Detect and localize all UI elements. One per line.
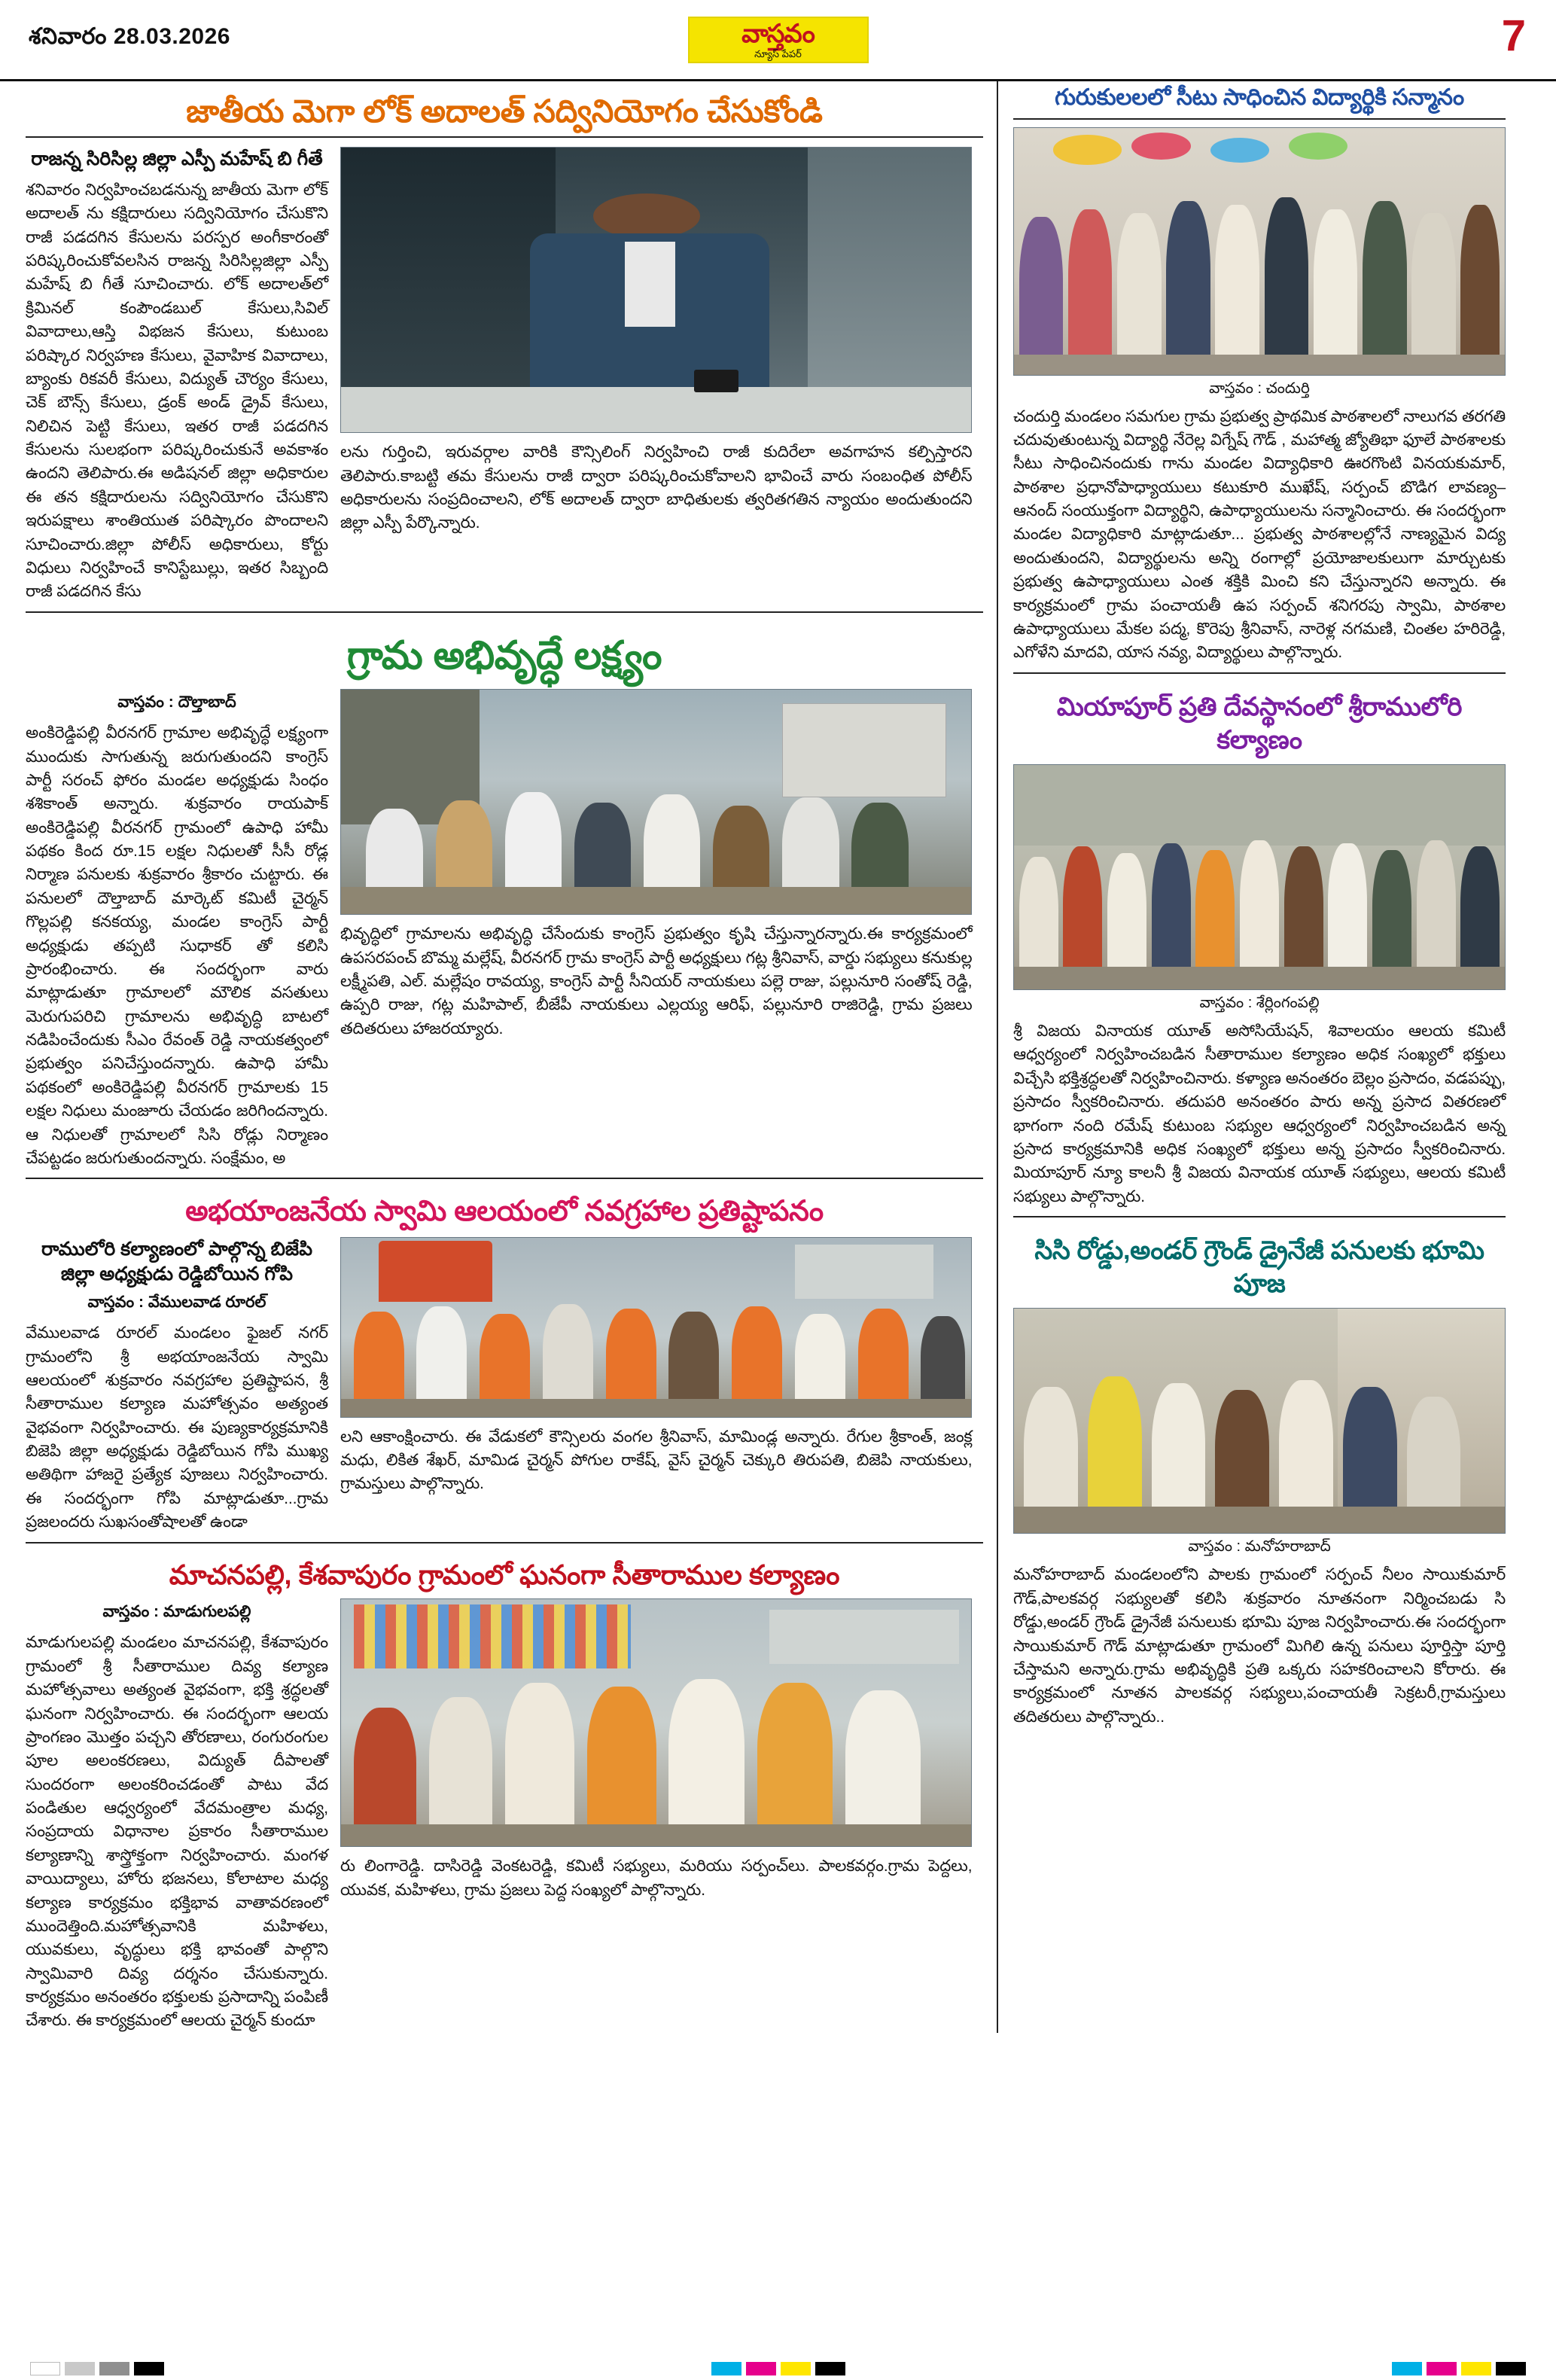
swatch-light-gray: [65, 2362, 95, 2375]
swatch-mid-gray: [99, 2362, 129, 2375]
article-body-2: లని ఆకాంక్షించారు. ఈ వేడుకలో కౌన్సిలరు వంగల శ్రీనివాస్, మామిండ్ల అన్నారు. రేగుల శ్రీకాంత్, జంక్ల మధు, లికిత శేఖర్, మామిడ చైర్మన్ పోగుల రాకేష్, వైస్ చైర్మన్ చెక్కురి తిరుపతి, బిజెపి నాయకులు, గ్రామస్తులు పాల్గొన్నారు.: [340, 1427, 973, 1493]
cmyk-swatches: [711, 2362, 845, 2375]
article-subhead: రాములోరి కల్యాణంలో పాల్గొన్న బిజేపి జిల్లా అధ్యక్షుడు రెడ్డిబోయిన గోపి: [41, 1238, 312, 1285]
page-body: [0, 81, 1556, 2033]
article-headline: గ్రామ అభివృద్ధే లక్ష్యం: [346, 633, 662, 678]
article-headline: సిసి రోడ్డు,అండర్ గ్రౌండ్ డ్రైనేజీ పనులకు భూమి పూజ: [1034, 1236, 1484, 1299]
article-machanpally: [26, 1551, 983, 2033]
article-credit: వాస్తవం : మాడుగులపల్లి: [102, 1603, 251, 1621]
swatch-magenta-right: [1427, 2362, 1457, 2375]
article-body: శ్రీ విజయ వినాయక యూత్ అసోసియేషన్, శివాలయం ఆలయ కమిటీ ఆధ్వర్యంలో నిర్వహించబడిన సీతారాముల కల్యాణం అధిక సంఖ్యలో భక్తులు విచ్చేసి భక్తిశ్రద్ధలతో నిర్వహించినారు. కళ్యాణ అనంతరం బెల్లం ప్రసాదం, వడపప్పు, ప్రసాదం స్వీకరించినారు. తదుపరి అనంతరం పారు అన్న ప్రసాద వితరణలో భాగంగా నంది రమేష్ కుటుంబ సభ్యుల ఆధ్వర్యంలో నిర్వహించబడిన అన్న ప్రసాద కార్యక్రమానికి అధిక సంఖ్యలో భక్తులు అన్న ప్రసాదం స్వీకరించినారు. మియాపూర్ న్యూ కాలనీ శ్రీ విజయ వినాయక యూత్ సభ్యులు, ఆలయ కమిటీ సభ్యులు పాల్గొన్నారు.: [1013, 1022, 1506, 1205]
article-body-1: అంకిరెడ్డిపల్లి వీరనగర్ గ్రామాల అభివృద్ధే లక్ష్యంగా ముందుకు సాగుతున్న జరుగుతుందని కాంగ్రెస్ పార్టీ సరంచ్ ఫోరం మండల అధ్యక్షుడు సింధం శశికాంత్ అన్నారు. శుక్రవారం రాయపాక్ అంకిరెడ్డిపల్లి వీరనగర్ గ్రామంలో ఉపాధి హామీ పథకం కింద రూ.15 లక్షల నిధులతో సీసీ రోడ్ల నిర్మాణ పనులకు శుక్రవారం శ్రీకారం చుట్టారు. ఈ పనులలో దౌల్తాబాద్ మార్కెట్ కమిటీ చైర్మన్ గొల్లపల్లి కనకయ్య, మండల కాంగ్రెస్ పార్టీ అధ్యక్షుడు తప్పటి సుధాకర్ తో కలిసి ప్రారంభించారు. ఈ సందర్భంగా వారు మాట్లాడుతూ గ్రామాలలో మౌలిక వసతులు మెరుగుపరిచి గ్రామాలను అభివృద్ధి బాటలో నడిపించేందుకు సీఎం రేవంత్ రెడ్డి నాయకత్వంలో ప్రభుత్వం పనిచేస్తుందన్నారు. ఉపాధి హామీ పథకంలో అంకిరెడ్డిపల్లి వీరనగర్ గ్రామాలకు 15 లక్షల నిధులు మంజూరు చేయడం జరిగిందన్నారు. ఆ నిధులతో గ్రామాలలో సిసి రోడ్లు నిర్మాణం చేపట్టడం జరుగుతుందన్నారు. సంక్షేమం, అ: [26, 724, 328, 1167]
article-gurukul: [1013, 81, 1506, 665]
article-photo-gurukul: [1013, 127, 1506, 376]
article-grama-abhivruddhi: [26, 620, 983, 1171]
article-body: చందుర్తి మండలం సమగుల గ్రామ ప్రభుత్వ ప్రాథమిక పాఠశాలలో నాలుగవ తరగతి చదువుతుంటున్న విద్యార్థి నేరెల్ల విగ్నేష్ గౌడ్ , మహాత్మ జ్యోతిభా ఫూలే పాఠశాలకు సీటు సాధించినందుకు గాను మండల విద్యాధికారి ఊరగొంటి వినయకుమార్, పాఠశాల ప్రధానోపాధ్యాయులు కటుకూరి ముఖేష్, సర్పంచ్ బొడిగ లావణ్య– ఆనంద్ సంయుక్తంగా విద్యార్థిని, ఉపాధ్యాయులను సన్మానించారు. ఈ సందర్భంగా మండల విద్యాధికారి మాట్లాడుతూ... ప్రభుత్వ పాఠశాలల్లోనే నాణ్యమైన విద్య అందుతుందని, విద్యార్థులను అన్ని రంగాల్లో ప్రయోజాలకులుగా మార్చుటకు ప్రభుత్వ ఉపాధ్యాయులు ఎంత శక్తికి మించి కని చేస్తున్నారని అన్నారు. ఈ కార్యక్రమంలో గ్రామ పంచాయతీ ఉప సర్పంచ్ శనిగరపు స్వామి, పాఠశాల ఉపాధ్యాయులు మేకల పద్మ, కొరెపు శ్రీనివాస్, నారెళ్ల నగమణి, చింతల హరిరెడ్డి, ఎగోళేని మాదవి, యాస నవ్య, విద్యార్థులు పాల్గొన్నారు.: [1013, 407, 1506, 662]
swatch-yellow-right: [1461, 2362, 1491, 2375]
swatch-cyan: [711, 2362, 741, 2375]
article-body-2: రు లింగారెడ్డి. దాసిరెడ్డి వెంకటరెడ్డి, కమిటీ సభ్యులు, మరియు సర్పంచ్‌లు. పాలకవర్గం.గ్రామ పెద్దలు, యువక, మహిళలు, గ్రామ ప్రజలు పెద్ద సంఖ్యలో పాల్గొన్నారు.: [340, 1857, 973, 1899]
article-body-2: భివృద్ధిలో గ్రామాలను అభివృద్ధి చేసేందుకు కాంగ్రెస్ ప్రభుత్వం కృషి చేస్తున్నారన్నారు.ఈ కార్యక్రమంలో ఉపసరపంచ్ బొమ్మ మల్లేష్, వీరనగర్ గ్రామ కాంగ్రెస్ పార్టీ అధ్యక్షులు గట్ల శ్రీనివాస్, వార్డు సభ్యులు కనుకుల్ల లక్ష్మీపతి, ఎల్. మల్లేషం రావయ్య, కాంగ్రెస్ పార్టీ సీనియర్ నాయకులు పల్లె రాజు, పల్లునూరి సంతోష్ రెడ్డి, ఉప్పరి రాజు, గట్ల మహిపాల్, బీజేపీ నాయకులు ఎల్లయ్య ఆరిఫ్, పల్లునూరి రాజిరెడ్డి, గ్రామ ప్రజలు తదితరులు హాజరయ్యారు.: [340, 925, 973, 1038]
swatch-white: [30, 2362, 60, 2375]
article-subhead: రాజన్న సిరిసిల్ల జిల్లా ఎస్పీ మహేష్ బి గీతే: [31, 148, 323, 170]
swatch-cyan-right: [1392, 2362, 1422, 2375]
swatch-key-black: [815, 2362, 845, 2375]
article-body-1: వేములవాడ రూరల్ మండలం ఫైజల్ నగర్ గ్రామంలోని శ్రీ అభయాంజనేయ స్వామి ఆలయంలో శుక్రవారం నవగ్రహాల ప్రతిష్టాపన, శ్రీ సీతారాముల కల్యాణ మహోత్సవం అత్యంత వైభవంగా నిర్వహించారు. ఈ పుణ్యకార్యక్రమానికి బిజెపి జిల్లా అధ్యక్షుడు రెడ్డిబోయిన గోపి ముఖ్య అతిథిగా హాజరై ప్రత్యేక పూజలు నిర్వహించారు. ఈ సందర్భంగా గోపి మాట్లాడుతూ...గ్రామ ప్రజలందరు సుఖసంతోషాలతో ఉండా: [26, 1324, 328, 1531]
print-color-bar: [0, 2357, 1556, 2380]
logo-subtitle: న్యూస్ పేపర్: [754, 48, 802, 59]
swatch-magenta: [746, 2362, 776, 2375]
photo-caption: వాస్తవం : శేర్లింగంపల్లి: [1199, 995, 1320, 1012]
swatch-yellow: [781, 2362, 811, 2375]
newspaper-logo: [688, 17, 869, 63]
article-headline: అభయాంజనేయ స్వామి ఆలయంలో నవగ్రహాల ప్రతిష్టాపనం: [185, 1196, 824, 1228]
article-navagraha: [26, 1187, 983, 1534]
article-headline: మాచనపల్లి, కేశవాపురం గ్రామంలో ఘనంగా సీతారాముల కల్యాణం: [169, 1559, 840, 1590]
cmyk-swatches-right: [1392, 2362, 1526, 2375]
article-headline: గురుకులలలో సీటు సాధించిన విద్యార్థికి సన్మానం: [1013, 81, 1506, 120]
photo-caption: వాస్తవం : మనోహరాబాద్: [1188, 1538, 1331, 1556]
logo-title: వాస్తవం: [741, 20, 815, 48]
article-photo-navagraha: [340, 1237, 973, 1418]
masthead: [0, 0, 1556, 81]
grayscale-swatches: [30, 2362, 164, 2375]
swatch-black: [134, 2362, 164, 2375]
article-headline: జాతీయ మెగా లోక్ అదాలత్ సద్వినియోగం చేసుకోండి: [26, 81, 983, 138]
article-credit: వాస్తవం : దౌల్తాబాద్: [117, 693, 236, 712]
article-photo-cc-road: [1013, 1308, 1506, 1534]
article-lok-adalat: [26, 81, 983, 604]
article-body-1: మాడుగులపల్లి మండలం మాచనపల్లి, కేశవాపురం గ్రామంలో శ్రీ సీతారాముల దివ్య కల్యాణ మహోత్సవాలు అత్యంత వైభవంగా, భక్తి శ్రద్ధలతో ఘనంగా నిర్వహించారు. ఈ సందర్భంగా ఆలయ ప్రాంగణం మొత్తం పచ్చని తోరణాలు, రంగురంగుల పూల అలంకరణలు, విద్యుత్ దీపాలతో సుందరంగా అలంకరించడంతో పాటు వేద పండితుల ఆధ్వర్యంలో వేదమంత్రాల మధ్య, సంప్రదాయ విధానాల ప్రకారం సీతారాముల కల్యాణాన్ని శాస్త్రోక్తంగా నిర్వహించారు. మంగళ వాయిద్యాలు, హోరు భజనలు, కోలాటాల మధ్య కల్యాణ కార్యక్రమం భక్తిభావ వాతావరణంలో ముందెత్తింది.మహోత్సవానికి మహిళలు, యువకులు, వృద్ధులు భక్తి భావంతో పాల్గొని స్వామివారి దివ్య దర్శనం చేసుకున్నారు. కార్యక్రమం అనంతరం భక్తులకు ప్రసాదాన్ని పంపిణీ చేశారు. ఈ కార్యక్రమంలో ఆలయ చైర్మన్ కుందూ: [26, 1633, 328, 2030]
article-credit: వాస్తవం : వేములవాడ రూరల్: [87, 1294, 266, 1312]
photo-caption: వాస్తవం : చందుర్తి: [1209, 379, 1310, 397]
article-text-column: [26, 147, 328, 604]
article-body-2: లను గుర్తించి, ఇరువర్గాల వారికి కౌన్సిలింగ్ నిర్వహించి రాజీ కుదిరేలా అవగాహన కల్పిస్తారని తెలిపారు.కాబట్టి తమ కేసులను రాజీ ద్వారా పరిష్కరించుకోవాలని భావించే వారు సంబంధిత పోలీస్ అధికారులను సంప్రదించాలని, లోక్ అదాలత్ ద్వారా బాధితులకు త్వరితగతిన న్యాయం అందుతుందని జిల్లా ఎస్పీ పేర్కొన్నారు.: [340, 443, 973, 532]
article-photo-machanpally: [340, 1598, 973, 1847]
page-number: 7: [1501, 11, 1526, 60]
swatch-key-black-right: [1496, 2362, 1526, 2375]
article-photo-miyapur: [1013, 764, 1506, 990]
article-cc-road: [1013, 1225, 1506, 1729]
article-photo-lok-adalat: [340, 147, 973, 433]
article-photo-grama: [340, 689, 973, 915]
article-body-1: శనివారం నిర్వహించబడనున్న జాతీయ మెగా లోక్ అదాలత్ ను కక్షిదారులు సద్వినియోగం చేసుకొని రాజీ పడదగిన కేసులను పరస్పర అంగీకారంతో పరిష్కరించుకోవలసిన రాజన్న సిరిసిల్లజిల్లా ఎస్పీ మహేష్ బి గీతే సూచించారు. లోక్ అదాలత్‌లో క్రిమినల్ కంపౌండబుల్ కేసులు,సివిల్ వివాదాలు,ఆస్తి విభజన కేసులు, కుటుంబ పరిష్కార నిర్వహణ కేసులు, వైవాహిక వివాదాలు, బ్యాంకు రికవరీ కేసులు, విద్యుత్ చౌర్యం కేసులు, చెక్ బౌన్స్ కేసులు, డ్రంక్ అండ్ డ్రైవ్ కేసులు, నిలిచిన పెట్టి కేసులు, ఇతర రాజీ పడదగిన కేసులను సులభంగా పరిష్కరించుకునే అవకాశం ఉందని తెలిపారు.ఈ అడిషనల్ జిల్లా అధికారుల ఈ తన కక్షిదారులను సద్వినియోగం చేసుకొని ఇరుపక్షాలు శాంతియుత పరిష్కారం పొందాలని సూచించారు.జిల్లా పోలీస్ అధికారులు, కోర్టు విధులు నిర్వహించే కానిస్టేబుల్లు, ఇతర సిబ్బంది రాజీ పడదగిన కేసు: [26, 180, 328, 601]
left-column-group: [26, 81, 997, 2033]
right-column-group: [997, 81, 1506, 2033]
publication-date: శనివారం 28.03.2026: [29, 24, 230, 49]
article-headline: మియాపూర్ ప్రతి దేవస్థానంలో శ్రీరాములోరి కల్యాణం: [1056, 692, 1463, 754]
article-body: మనోహరాబాద్ మండలంలోని పాలకు గ్రామంలో సర్పంచ్ నీలం సాయికుమార్ గౌడ్,పాలకవర్గ సభ్యులతో కలిసి శుక్రవారం నూతనంగా నిర్మించబడు సి రోడ్డు,అండర్ గ్రౌండ్ డ్రైనేజీ పనులుకు భూమి పూజ నిర్వహించారు.ఈ సందర్భంగా సాయికుమార్ గౌడ్ మాట్లాడుతూ గ్రామంలో మిగిలి ఉన్న పనులు పూర్తిస్తా పూర్తి చేస్తామని అన్నారు.గ్రామ అభివృద్ధికి ప్రతి ఒక్కరు సహకరించాలని కోరారు. ఈ కార్యక్రమంలో నూతన పాలకవర్గ సభ్యులు,పంచాయతీ సెక్రటరీ,గ్రామస్తులు తదితరులు పాల్గొన్నారు..: [1013, 1565, 1506, 1726]
article-miyapur: [1013, 681, 1506, 1208]
